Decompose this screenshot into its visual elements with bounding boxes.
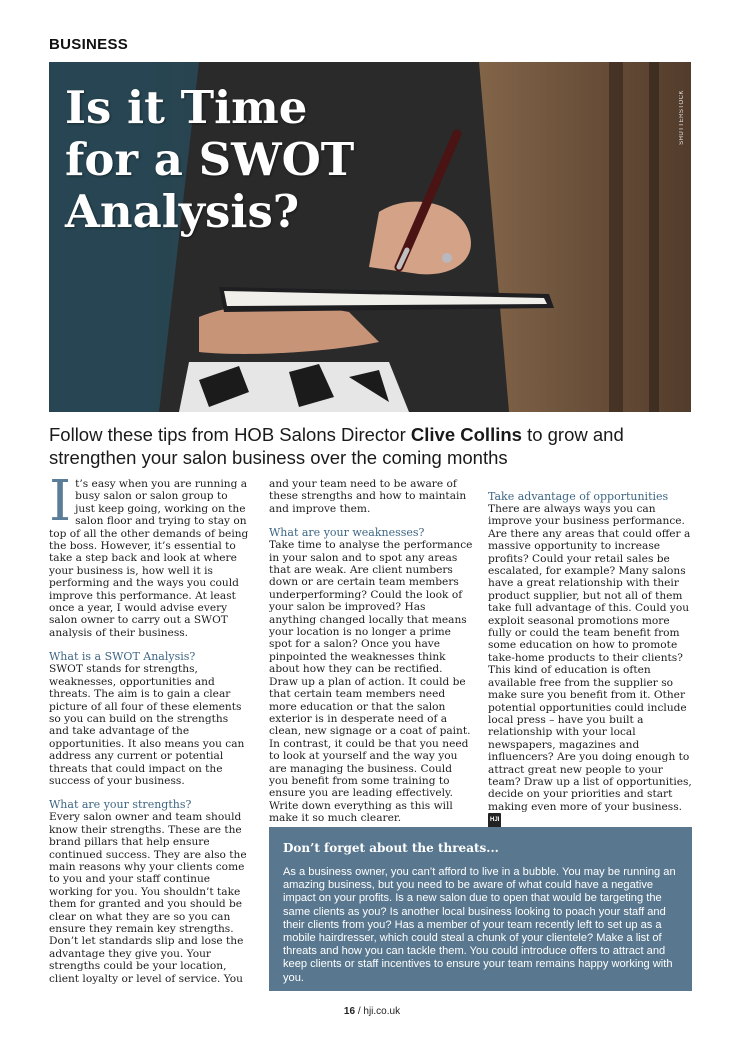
subheading-strengths: What are your strengths? xyxy=(49,798,192,812)
section-label: BUSINESS xyxy=(49,36,129,53)
column-2 xyxy=(269,478,473,825)
subheading-opportunities: Take advantage of opportunities xyxy=(488,490,669,503)
standfirst-author: Clive Collins xyxy=(410,424,522,445)
paragraph-text: There are always ways you can improve your business performance. Are there any areas that could offer a massive opportunity to increase profits? Could your retail sales be escalated, for example? Many salons have a great relationship with their product supplier, but not all of them take full advantage of this. Could you exploit seasonal promotions more fully or could the team benefit from some education on how to promote take-home products to their clients? This kind of education is often available free from the supplier so make sure you benefit from it. Other potential opportunities could include local press – have you built a relationship with your local newspapers, magazines and influencers? Are you doing enough to attract great new people to your team? Draw up a list of opportunities, decide on your priorities and start making even more of your business. xyxy=(488,503,692,813)
paragraph: Take time to analyse the performance in your salon and to spot any areas that are weak. Are client numbers down or are certain team members underperforming? Could the look of your salon be improved? Has anything changed locally that means your location is no longer a prime spot for a salon? Once you have pinpointed the weaknesses think about how they can be rectified. Draw up a plan of action. It could be that certain team members need more education or that the salon exterior is in desperate need of a clean, new signage or a coat of paint. In contrast, it could be that you need to look at yourself and the way you are managing the business. Could you benefit from some training to ensure you are leading effectively. Write down everything as this will make it so much clearer. xyxy=(269,539,473,825)
paragraph: SWOT stands for strengths, weaknesses, opportunities and threats. The aim is to gain a clear picture of all four of these elements so you can build on the strengths and take advantage of the opportunities. It also means you can address any current or potential threats that could impact on the success of your business. xyxy=(49,663,245,787)
paragraph xyxy=(488,503,692,828)
paragraph xyxy=(49,469,249,639)
standfirst-text-after: to grow and strengthen your salon business over the coming months xyxy=(49,424,624,468)
threats-box xyxy=(269,827,692,991)
end-mark: HJI xyxy=(488,813,501,827)
hero-image xyxy=(49,62,691,412)
site-url[interactable]: hji.co.uk xyxy=(363,1006,401,1017)
footer-separator: / xyxy=(355,1006,364,1017)
drop-cap: I xyxy=(49,469,72,534)
standfirst-text-before: Follow these tips from HOB Salons Director xyxy=(49,424,411,445)
article-title: Is it Time for a SWOT Analysis? xyxy=(65,81,355,238)
column-1 xyxy=(49,469,249,985)
paragraph-text: t’s easy when you are running a busy salon or salon group to just keep going, working on the salon floor and trying to stay on top of all the other demands of being the boss. However, it’s essential to take a step back and look at where your business is, how well it is performing and the ways you could improve this performance. At least once a year, I would advise every salon owner to carry out a SWOT analysis of their business. xyxy=(49,478,249,639)
paragraph: and your team need to be aware of these strengths and how to maintain and improve them. xyxy=(269,478,467,515)
threats-box-body: As a business owner, you can’t afford to live in a bubble. You may be running an amazing business, but you need to be aware of what could have a negative impact on your profits. Is a new salon due to open that would be targeting the same clients as you? Is another local business looking to poach your staff and their clients from you? Has a member of your team recently left to set up as a mobile hairdresser, which could steal a chunk of your clientele? Make a list of threats and how you can tackle them. You could introduce offers to attract and keep clients or staff incentives to ensure your team remains happy working with you. xyxy=(283,866,676,984)
subheading-weaknesses: What are your weaknesses? xyxy=(269,526,425,540)
page-footer xyxy=(0,1006,744,1017)
page-number: 16 xyxy=(343,1006,356,1017)
standfirst xyxy=(49,423,689,469)
paragraph: Every salon owner and team should know their strengths. These are the brand pillars that help ensure continued success. They are also the main reasons why your clients come to you and your staff continue working for you. You shouldn’t take them for granted and you should be clear on what they are so you can ensure they remain key strengths. Don’t let standards slip and lose the advantage they give you. Your strengths could be your location, client loyalty or level of service. You xyxy=(49,811,247,985)
threats-box-title: Don’t forget about the threats... xyxy=(283,841,499,855)
subheading-swot: What is a SWOT Analysis? xyxy=(49,650,196,664)
column-3 xyxy=(488,490,692,828)
photo-credit: SHUTTERSTOCK xyxy=(679,90,685,145)
